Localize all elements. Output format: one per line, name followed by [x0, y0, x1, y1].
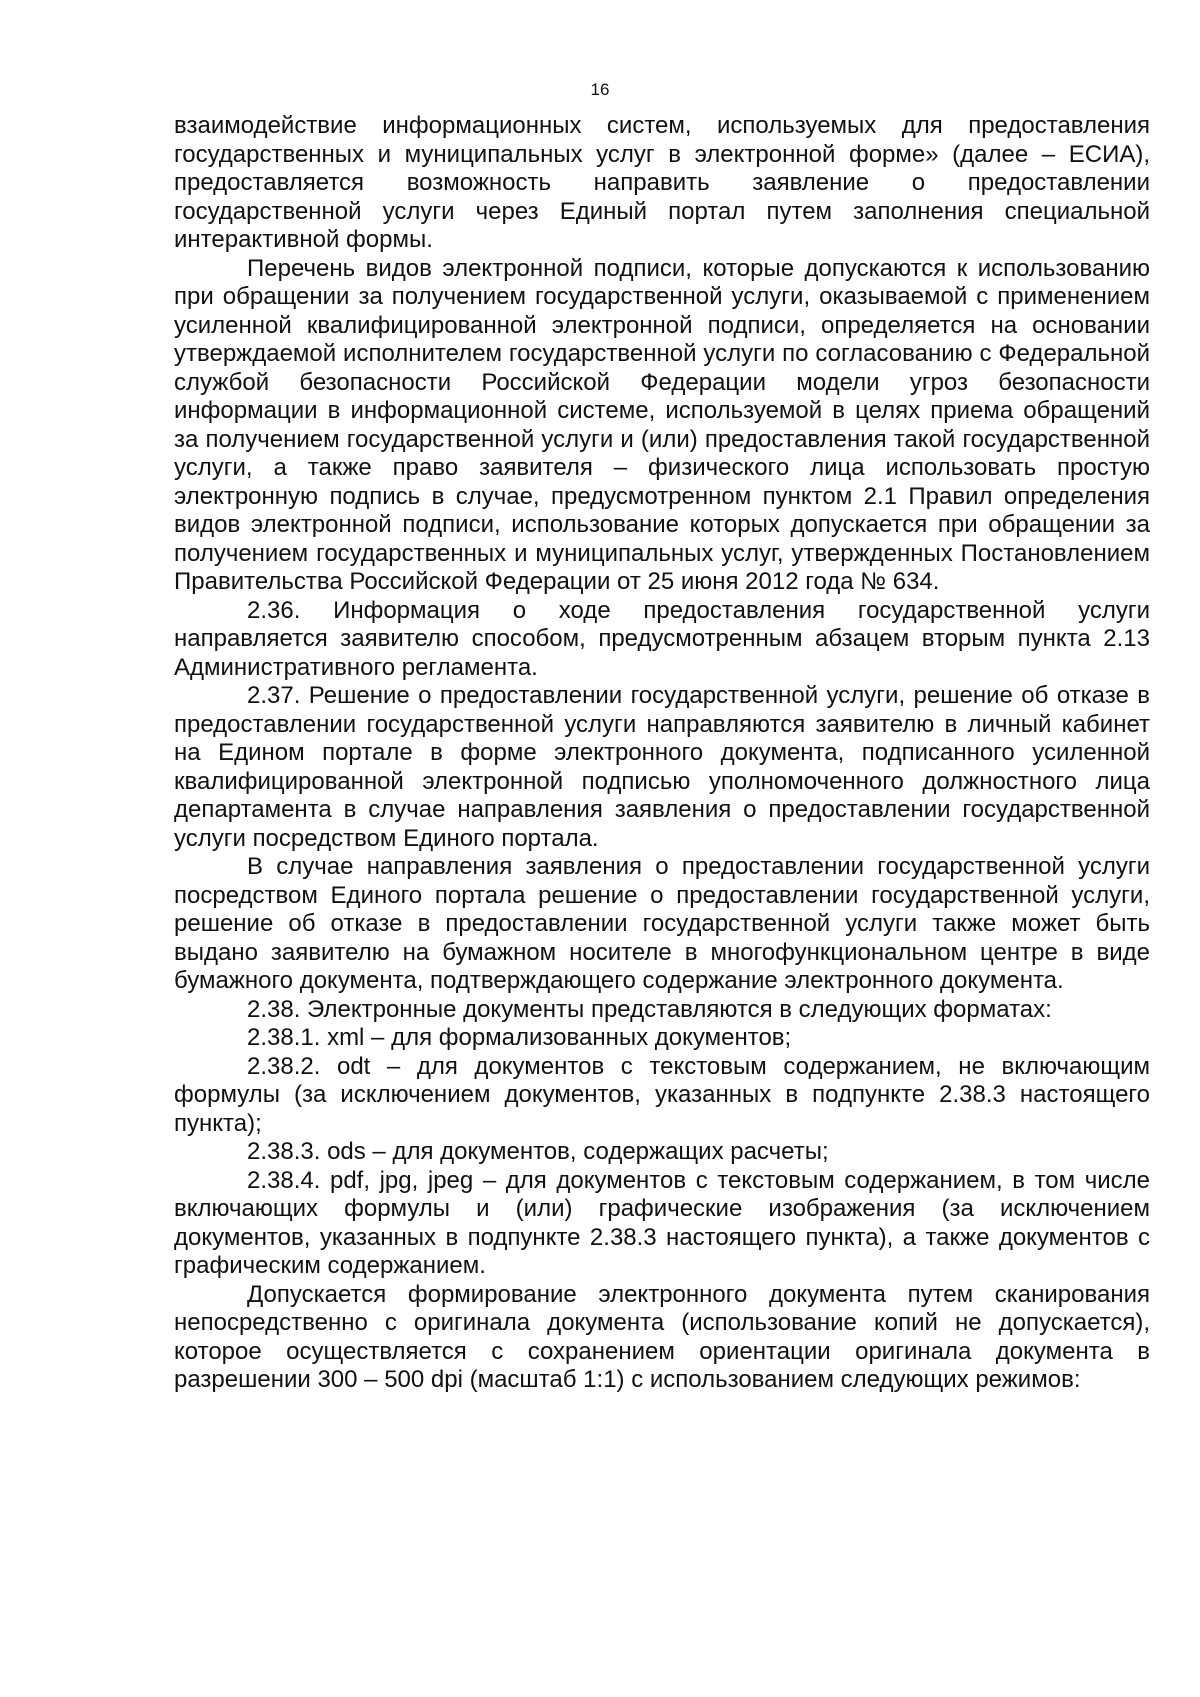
paragraph-signature-types: Перечень видов электронной подписи, которые допускаются к использованию при обращении за получением государственной услуги, оказываемой с применением усиленной квалифицированной электронной подписи, определяется на основании утверждаемой исполнителем государственной услуги по согласованию с Федеральной службой безопасности Российской Федерации модели угроз безопасности информации в информационной системе, используемой в целях приема обращений за получением государственной услуги и (или) предоставления такой государственной услуги, а также право заявителя – физического лица использовать простую электронную подпись в случае, предусмотренном пунктом 2.1 Правил определения видов электронной подписи, использование которых допускается при обращении за получением государственных и муниципальных услуг, утвержденных Постановлением Правительства Российской Федерации от 25 июня 2012 года № 634. [174, 254, 1150, 595]
paragraph-esia-continuation: взаимодействие информационных систем, используемых для предоставления государственных и муниципальных услуг в электронной форме» (далее – ЕСИА), предоставляется возможность направить заявление о предоставлении государственной услуги через Единый портал путем заполнения специальной интерактивной формы. [174, 112, 1150, 253]
page-number: 16 [590, 80, 610, 99]
paragraph-paper-copy: В случае направления заявления о предоставлении государственной услуги посредством Единого портала решение о предоставлении государственной услуги, решение об отказе в предоставлении государственной услуги также может быть выдано заявителю на бумажном носителе в многофункциональном центре в виде бумажного документа, подтверждающего содержание электронного документа. [174, 853, 1150, 994]
paragraph-2-38-1: 2.38.1. xml – для формализованных документов; [247, 1024, 792, 1051]
paragraph-2-38: 2.38. Электронные документы представляются в следующих форматах: [247, 995, 1052, 1023]
paragraph-scanning: Допускается формирование электронного документа путем сканирования непосредственно с оригинала документа (использование копий не допускается), которое осуществляется с сохранением ориентации оригинала документа в разрешении 300 – 500 dpi (масштаб 1:1) с использованием следующих режимов: [174, 1280, 1150, 1393]
paragraph-2-38-2: 2.38.2. odt – для документов с текстовым содержанием, не включающим формулы (за исключением документов, указанных в подпункте 2.38.3 настоящего пункта); [174, 1052, 1150, 1137]
paragraph-2-37: 2.37. Решение о предоставлении государственной услуги, решение об отказе в предоставлении государственной услуги направляются заявителю в личный кабинет на Едином портале в форме электронного документа, подписанного усиленной квалифицированной электронной подписью уполномоченного должностного лица департамента в случае направления заявления о предоставлении государственной услуги посредством Единого портала. [174, 682, 1150, 852]
paragraph-2-36: 2.36. Информация о ходе предоставления государственной услуги направляется заявителю способом, предусмотренным абзацем вторым пункта 2.13 Административного регламента. [174, 596, 1150, 681]
document-body [174, 112, 1150, 1395]
paragraph-2-38-4: 2.38.4. pdf, jpg, jpeg – для документов с текстовым содержанием, в том числе включающих формулы и (или) графические изображения (за исключением документов, указанных в подпункте 2.38.3 настоящего пункта), а также документов с графическим содержанием. [174, 1166, 1150, 1279]
paragraph-2-38-3: 2.38.3. ods – для документов, содержащих расчеты; [247, 1138, 829, 1165]
